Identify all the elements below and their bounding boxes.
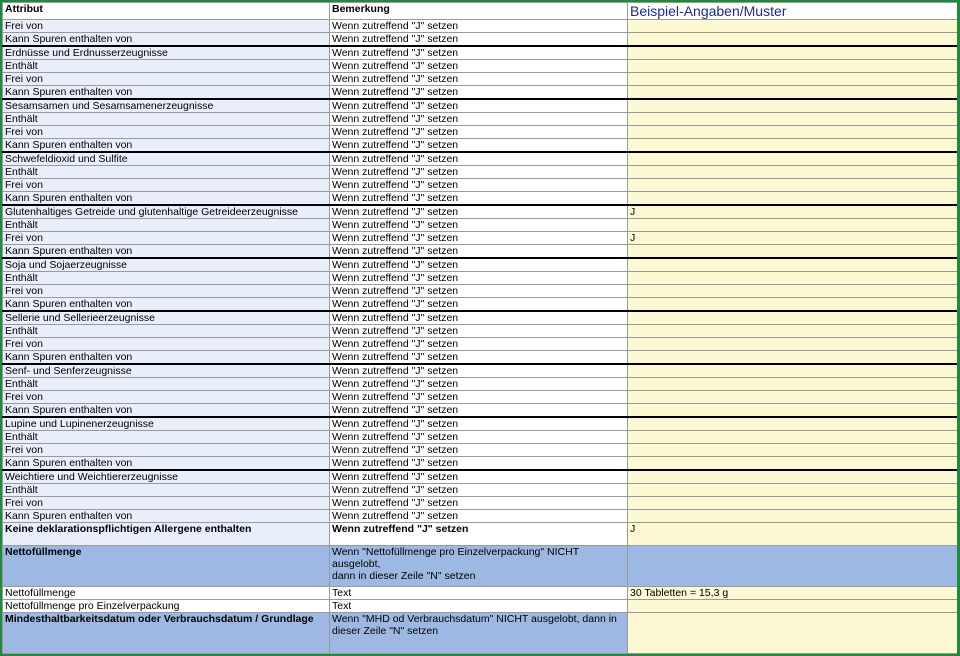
cell-attribut[interactable]: Enthält bbox=[3, 166, 330, 179]
table-row bbox=[3, 20, 958, 33]
cell-bemerkung[interactable]: Wenn zutreffend "J" setzen bbox=[330, 86, 628, 100]
table-row bbox=[3, 457, 958, 471]
table-row bbox=[3, 46, 958, 60]
cell-attribut[interactable]: Frei von bbox=[3, 285, 330, 298]
cell-bemerkung[interactable] bbox=[330, 613, 628, 654]
table-row bbox=[3, 285, 958, 298]
table-row bbox=[3, 364, 958, 378]
net-row bbox=[3, 587, 958, 600]
cell-bemerkung[interactable]: Wenn zutreffend "J" setzen bbox=[330, 404, 628, 418]
cell-bemerkung[interactable]: Wenn zutreffend "J" setzen bbox=[330, 431, 628, 444]
table-row bbox=[3, 417, 958, 431]
cell-attribut[interactable]: Nettofüllmenge pro Einzelverpackung bbox=[3, 600, 330, 613]
cell-attribut[interactable]: Enthält bbox=[3, 113, 330, 126]
cell-attribut[interactable]: Keine deklarationspflichtigen Allergene enthalten bbox=[3, 523, 330, 546]
cell-beispiel[interactable] bbox=[628, 431, 958, 444]
table-row bbox=[3, 298, 958, 312]
cell-attribut[interactable]: Enthält bbox=[3, 60, 330, 73]
cell-beispiel[interactable] bbox=[628, 378, 958, 391]
cell-beispiel[interactable] bbox=[628, 60, 958, 73]
cell-bemerkung[interactable]: Wenn zutreffend "J" setzen bbox=[330, 20, 628, 33]
table-row bbox=[3, 325, 958, 338]
cell-beispiel[interactable] bbox=[628, 86, 958, 100]
table-row bbox=[3, 311, 958, 325]
cell-beispiel[interactable] bbox=[628, 139, 958, 153]
cell-beispiel[interactable] bbox=[628, 258, 958, 272]
cell-attribut[interactable]: Kann Spuren enthalten von bbox=[3, 33, 330, 47]
table-row bbox=[3, 33, 958, 47]
cell-bemerkung[interactable]: Wenn zutreffend "J" setzen bbox=[330, 444, 628, 457]
cell-bemerkung[interactable] bbox=[330, 546, 628, 587]
cell-beispiel[interactable] bbox=[628, 152, 958, 166]
cell-beispiel[interactable] bbox=[628, 113, 958, 126]
cell-attribut[interactable]: Frei von bbox=[3, 126, 330, 139]
cell-bemerkung[interactable]: Wenn zutreffend "J" setzen bbox=[330, 510, 628, 523]
note-line-2: dann in dieser Zeile "N" setzen bbox=[332, 570, 476, 582]
cell-bemerkung[interactable]: Wenn zutreffend "J" setzen bbox=[330, 391, 628, 404]
table-row bbox=[3, 391, 958, 404]
cell-attribut[interactable]: Enthält bbox=[3, 484, 330, 497]
cell-attribut[interactable]: Frei von bbox=[3, 73, 330, 86]
cell-bemerkung[interactable]: Wenn zutreffend "J" setzen bbox=[330, 272, 628, 285]
table-row bbox=[3, 272, 958, 285]
cell-bemerkung[interactable]: Wenn zutreffend "J" setzen bbox=[330, 152, 628, 166]
cell-beispiel[interactable] bbox=[628, 404, 958, 418]
cell-beispiel[interactable]: J bbox=[628, 232, 958, 245]
cell-bemerkung[interactable]: Wenn zutreffend "J" setzen bbox=[330, 126, 628, 139]
cell-beispiel[interactable] bbox=[628, 600, 958, 613]
cell-beispiel[interactable]: J bbox=[628, 523, 958, 546]
cell-bemerkung[interactable]: Wenn zutreffend "J" setzen bbox=[330, 417, 628, 431]
cell-bemerkung[interactable]: Wenn zutreffend "J" setzen bbox=[330, 364, 628, 378]
table-row bbox=[3, 60, 958, 73]
cell-beispiel[interactable]: J bbox=[628, 205, 958, 219]
table-row bbox=[3, 73, 958, 86]
cell-bemerkung[interactable]: Wenn zutreffend "J" setzen bbox=[330, 351, 628, 365]
table-row bbox=[3, 444, 958, 457]
cell-beispiel[interactable] bbox=[628, 192, 958, 206]
spreadsheet bbox=[2, 2, 957, 654]
table-row bbox=[3, 126, 958, 139]
note-line-1: Wenn "Nettofüllmenge pro Einzelverpackung" NICHT ausgelobt, bbox=[332, 546, 579, 570]
cell-beispiel[interactable] bbox=[628, 364, 958, 378]
cell-beispiel[interactable] bbox=[628, 417, 958, 431]
cell-bemerkung[interactable]: Wenn zutreffend "J" setzen bbox=[330, 99, 628, 113]
cell-attribut[interactable]: Schwefeldioxid und Sulfite bbox=[3, 152, 330, 166]
cell-beispiel[interactable] bbox=[628, 166, 958, 179]
cell-attribut[interactable]: Sellerie und Sellerieerzeugnisse bbox=[3, 311, 330, 325]
table-row bbox=[3, 179, 958, 192]
cell-bemerkung[interactable]: Wenn zutreffend "J" setzen bbox=[330, 139, 628, 153]
cell-attribut[interactable]: Kann Spuren enthalten von bbox=[3, 245, 330, 259]
cell-attribut[interactable]: Enthält bbox=[3, 378, 330, 391]
table-row bbox=[3, 205, 958, 219]
cell-beispiel[interactable] bbox=[628, 73, 958, 86]
cell-beispiel[interactable] bbox=[628, 20, 958, 33]
cell-bemerkung[interactable]: Wenn zutreffend "J" setzen bbox=[330, 298, 628, 312]
cell-bemerkung[interactable]: Wenn zutreffend "J" setzen bbox=[330, 113, 628, 126]
cell-beispiel[interactable] bbox=[628, 338, 958, 351]
cell-bemerkung[interactable]: Wenn zutreffend "J" setzen bbox=[330, 285, 628, 298]
cell-bemerkung[interactable]: Wenn zutreffend "J" setzen bbox=[330, 192, 628, 206]
cell-beispiel[interactable] bbox=[628, 351, 958, 365]
cell-attribut[interactable]: Glutenhaltiges Getreide und glutenhaltige Getreideerzeugnisse bbox=[3, 205, 330, 219]
cell-bemerkung[interactable]: Wenn zutreffend "J" setzen bbox=[330, 205, 628, 219]
cell-attribut[interactable]: Lupine und Lupinenerzeugnisse bbox=[3, 417, 330, 431]
net-header-row bbox=[3, 546, 958, 587]
cell-bemerkung[interactable]: Wenn zutreffend "J" setzen bbox=[330, 179, 628, 192]
cell-attribut[interactable]: Kann Spuren enthalten von bbox=[3, 510, 330, 523]
cell-beispiel[interactable] bbox=[628, 179, 958, 192]
cell-attribut[interactable]: Enthält bbox=[3, 431, 330, 444]
cell-bemerkung[interactable]: Wenn zutreffend "J" setzen bbox=[330, 484, 628, 497]
table-row bbox=[3, 245, 958, 259]
cell-bemerkung[interactable]: Wenn zutreffend "J" setzen bbox=[330, 219, 628, 232]
net-single-row bbox=[3, 600, 958, 613]
cell-beispiel[interactable] bbox=[628, 391, 958, 404]
cell-bemerkung[interactable]: Wenn zutreffend "J" setzen bbox=[330, 378, 628, 391]
cell-beispiel[interactable] bbox=[628, 325, 958, 338]
cell-beispiel[interactable] bbox=[628, 484, 958, 497]
table-row bbox=[3, 470, 958, 484]
cell-beispiel[interactable] bbox=[628, 272, 958, 285]
table-row bbox=[3, 510, 958, 523]
cell-attribut[interactable]: Enthält bbox=[3, 325, 330, 338]
cell-bemerkung[interactable]: Wenn zutreffend "J" setzen bbox=[330, 245, 628, 259]
cell-attribut[interactable]: Kann Spuren enthalten von bbox=[3, 192, 330, 206]
cell-attribut[interactable]: Frei von bbox=[3, 391, 330, 404]
table-row bbox=[3, 484, 958, 497]
cell-attribut[interactable]: Frei von bbox=[3, 338, 330, 351]
cell-beispiel[interactable] bbox=[628, 470, 958, 484]
cell-beispiel[interactable] bbox=[628, 444, 958, 457]
cell-bemerkung[interactable]: Wenn zutreffend "J" setzen bbox=[330, 325, 628, 338]
cell-beispiel[interactable]: 30 Tabletten = 15,3 g bbox=[628, 587, 958, 600]
table-row bbox=[3, 378, 958, 391]
cell-attribut[interactable]: Frei von bbox=[3, 232, 330, 245]
cell-attribut[interactable]: Frei von bbox=[3, 497, 330, 510]
cell-beispiel[interactable] bbox=[628, 46, 958, 60]
cell-attribut[interactable]: Frei von bbox=[3, 444, 330, 457]
table-row bbox=[3, 404, 958, 418]
cell-attribut[interactable]: Sesamsamen und Sesamsamenerzeugnisse bbox=[3, 99, 330, 113]
cell-bemerkung[interactable]: Wenn zutreffend "J" setzen bbox=[330, 73, 628, 86]
cell-attribut[interactable]: Kann Spuren enthalten von bbox=[3, 457, 330, 471]
cell-beispiel[interactable] bbox=[628, 33, 958, 47]
cell-attribut[interactable]: Frei von bbox=[3, 179, 330, 192]
cell-beispiel[interactable] bbox=[628, 126, 958, 139]
cell-beispiel[interactable] bbox=[628, 457, 958, 471]
note-line-1: Wenn "MHD od Verbrauchsdatum" NICHT ausgelobt, dann in bbox=[332, 613, 617, 625]
cell-beispiel[interactable] bbox=[628, 99, 958, 113]
cell-bemerkung[interactable]: Wenn zutreffend "J" setzen bbox=[330, 497, 628, 510]
cell-attribut[interactable]: Kann Spuren enthalten von bbox=[3, 351, 330, 365]
table-row bbox=[3, 219, 958, 232]
cell-beispiel[interactable] bbox=[628, 298, 958, 312]
table-row bbox=[3, 338, 958, 351]
cell-beispiel[interactable] bbox=[628, 219, 958, 232]
note-line-2: dieser Zeile "N" setzen bbox=[332, 625, 439, 637]
table-row bbox=[3, 431, 958, 444]
cell-attribut[interactable]: Erdnüsse und Erdnusserzeugnisse bbox=[3, 46, 330, 60]
cell-attribut[interactable]: Nettofüllmenge bbox=[3, 587, 330, 600]
mhd-header-row bbox=[3, 613, 958, 654]
cell-bemerkung[interactable]: Wenn zutreffend "J" setzen bbox=[330, 258, 628, 272]
cell-beispiel[interactable] bbox=[628, 497, 958, 510]
cell-attribut[interactable]: Weichtiere und Weichtiererzeugnisse bbox=[3, 470, 330, 484]
cell-bemerkung[interactable]: Text bbox=[330, 600, 628, 613]
cell-beispiel[interactable] bbox=[628, 245, 958, 259]
cell-bemerkung[interactable]: Wenn zutreffend "J" setzen bbox=[330, 311, 628, 325]
cell-bemerkung[interactable]: Wenn zutreffend "J" setzen bbox=[330, 33, 628, 47]
attribute-table bbox=[2, 2, 957, 654]
table-row bbox=[3, 139, 958, 153]
table-row bbox=[3, 152, 958, 166]
table-row bbox=[3, 99, 958, 113]
table-row bbox=[3, 86, 958, 100]
table-row bbox=[3, 232, 958, 245]
allergen-none-row bbox=[3, 523, 958, 546]
cell-beispiel[interactable] bbox=[628, 285, 958, 298]
cell-attribut[interactable]: Kann Spuren enthalten von bbox=[3, 404, 330, 418]
cell-attribut[interactable]: Kann Spuren enthalten von bbox=[3, 298, 330, 312]
table-row bbox=[3, 351, 958, 365]
cell-attribut[interactable]: Frei von bbox=[3, 20, 330, 33]
cell-bemerkung[interactable]: Wenn zutreffend "J" setzen bbox=[330, 523, 628, 546]
cell-attribut[interactable]: Enthält bbox=[3, 272, 330, 285]
table-row bbox=[3, 192, 958, 206]
table-row bbox=[3, 497, 958, 510]
cell-attribut[interactable]: Enthält bbox=[3, 219, 330, 232]
cell-bemerkung[interactable]: Wenn zutreffend "J" setzen bbox=[330, 166, 628, 179]
cell-attribut[interactable]: Kann Spuren enthalten von bbox=[3, 86, 330, 100]
header-beispiel[interactable]: Beispiel-Angaben/Muster bbox=[628, 3, 958, 20]
cell-beispiel[interactable] bbox=[628, 311, 958, 325]
header-attribut[interactable]: Attribut bbox=[3, 3, 330, 20]
cell-bemerkung[interactable]: Text bbox=[330, 587, 628, 600]
cell-attribut[interactable]: Soja und Sojaerzeugnisse bbox=[3, 258, 330, 272]
cell-beispiel[interactable] bbox=[628, 613, 958, 654]
cell-bemerkung[interactable]: Wenn zutreffend "J" setzen bbox=[330, 457, 628, 471]
header-row bbox=[3, 3, 958, 20]
cell-bemerkung[interactable]: Wenn zutreffend "J" setzen bbox=[330, 338, 628, 351]
cell-bemerkung[interactable]: Wenn zutreffend "J" setzen bbox=[330, 232, 628, 245]
table-row bbox=[3, 113, 958, 126]
cell-beispiel[interactable] bbox=[628, 510, 958, 523]
cell-attribut[interactable]: Senf- und Senferzeugnisse bbox=[3, 364, 330, 378]
table-row bbox=[3, 166, 958, 179]
cell-bemerkung[interactable]: Wenn zutreffend "J" setzen bbox=[330, 60, 628, 73]
table-row bbox=[3, 258, 958, 272]
cell-attribut[interactable]: Nettofüllmenge bbox=[3, 546, 330, 587]
cell-bemerkung[interactable]: Wenn zutreffend "J" setzen bbox=[330, 470, 628, 484]
cell-bemerkung[interactable]: Wenn zutreffend "J" setzen bbox=[330, 46, 628, 60]
cell-attribut[interactable]: Mindesthaltbarkeitsdatum oder Verbrauchsdatum / Grundlage bbox=[3, 613, 330, 654]
header-bemerkung[interactable]: Bemerkung bbox=[330, 3, 628, 20]
cell-beispiel[interactable] bbox=[628, 546, 958, 587]
cell-attribut[interactable]: Kann Spuren enthalten von bbox=[3, 139, 330, 153]
